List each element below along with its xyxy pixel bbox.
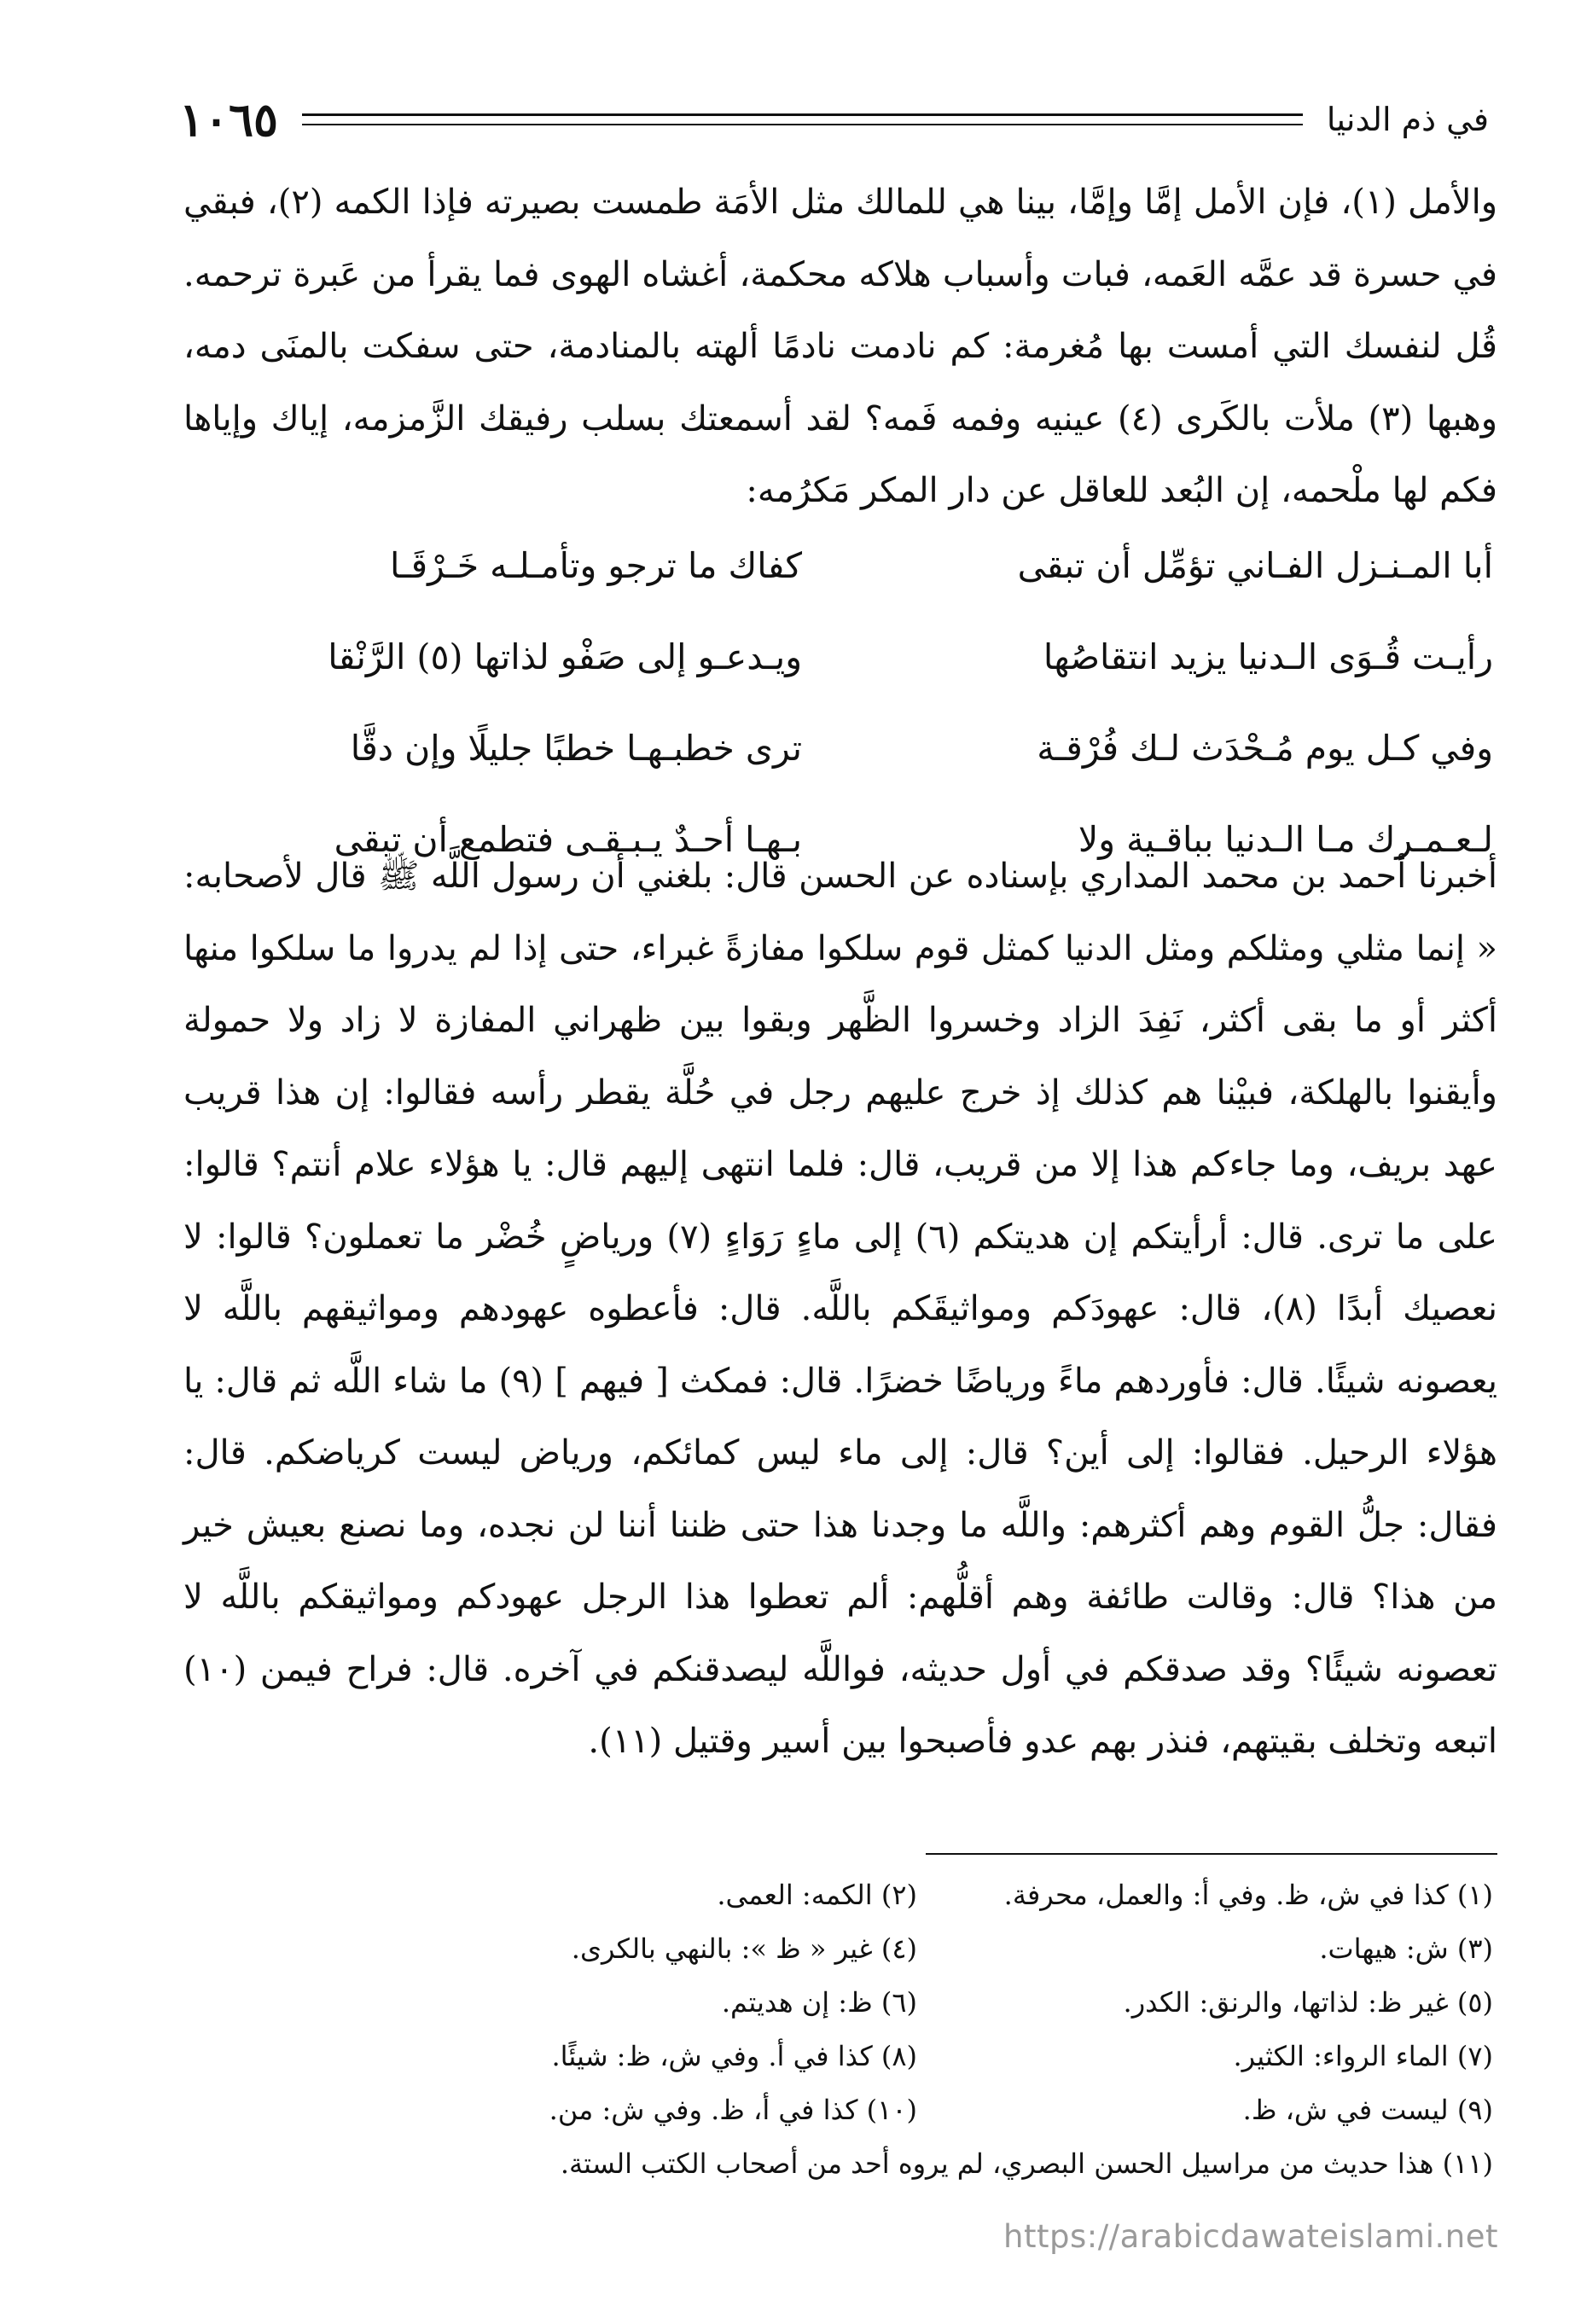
verse-first-hemistich: أبا المـنـزل الفـاني تؤمِّل أن تبقى	[1017, 545, 1493, 586]
footnote: (٧) الماء الرواء: الكثير.	[1233, 2040, 1493, 2072]
verse-first-hemistich: رأيـت قُـوَى الـدنيا يزيد انتقاصُها	[1043, 636, 1493, 677]
verse-second-hemistich: ترى خطبـهـا خطبًا جليلًا وإن دقَّا	[350, 728, 802, 769]
verse-first-hemistich: لـعـمـرك مـا الـدنيا بباقـية ولا	[1078, 819, 1493, 860]
body-text-bottom	[183, 840, 1497, 1778]
verse-second-hemistich: ويـدعـو إلى صَفْو لذاتها (٥) الرَّنْقا	[328, 636, 802, 677]
footnote: (٢) الكمه: العمى.	[717, 1879, 917, 1911]
footnote: (١١) هذا حديث من مراسيل الحسن البصري، لم يروه أحد من أصحاب الكتب الستة.	[560, 2147, 1493, 2180]
poem-verse	[256, 520, 1493, 612]
footnote: (٩) ليست في ش، ظ.	[1242, 2094, 1493, 2126]
verse-second-hemistich: بـهـا أحـدٌ يـبـقـى فتطمع أن تبقى	[334, 819, 802, 860]
footnote-row	[341, 1922, 1493, 1976]
footnote-row	[341, 1976, 1493, 2030]
footnote-row	[341, 2083, 1493, 2137]
page-number: ١٠٦٥	[179, 92, 279, 147]
footnotes	[341, 1868, 1493, 2191]
poem-verse	[256, 703, 1493, 794]
footnote: (٦) ظ: إن هديتم.	[721, 1986, 917, 2019]
footnote: (٤) غير « ظ »: بالنهي بالكرى.	[571, 1932, 917, 1965]
footnote: (٨) كذا في أ. وفي ش، ظ: شيئًا.	[551, 2040, 917, 2072]
footnote: (٥) غير ظ: لذاتها، والرنق: الكدر.	[1123, 1986, 1493, 2019]
poem	[256, 520, 1493, 886]
chapter-title: في ذم الدنيا	[1326, 101, 1489, 138]
verse-first-hemistich: وفي كـل يوم مُـحْدَث لـك فُرْقـة	[1037, 728, 1493, 769]
poem-verse	[256, 612, 1493, 703]
footnote-row	[341, 2030, 1493, 2083]
footnote-row	[341, 1868, 1493, 1922]
footnote: (١) كذا في ش، ظ. وفي أ: والعمل، محرفة.	[1003, 1879, 1493, 1911]
running-header	[179, 81, 1489, 158]
source-watermark: https://arabicdawateislami.net	[1003, 2218, 1498, 2255]
footnote: (٣) ش: هيهات.	[1319, 1932, 1493, 1965]
verse-second-hemistich: كفاك ما ترجو وتأمـلـه خَـرْقَـا	[389, 545, 802, 586]
paragraph: أخبرنا أحمد بن محمد المداري بإسناده عن الحسن قال: بلغني أن رسول اللَّه ﷺ قال لأصحابه: « إنما مثلي ومثلكم ومثل الدنيا كمثل قوم سلكوا مفازةً غبراء، حتى إذا لم يدروا ما سلكوا منها أكثر أو ما بقى أكثر، نَفِدَ الزاد وخسروا الظَّهر وبقوا بين ظهراني المفازة لا زاد ولا حمولة وأيقنوا بالهلكة، فبيْنا هم كذلك إذ خرج عليهم رجل في حُلَّة يقطر رأسه فقالوا: إن هذا قريب عهد بريف، وما جاءكم هذا إلا من قريب، قال: فلما انتهى إليهم قال: يا هؤلاء علام أنتم؟ قالوا: على ما ترى. قال: أرأيتكم إن هديتكم (٦) إلى ماءٍ رَوَاءٍ (٧) ورياضٍ خُضْر ما تعملون؟ قالوا: لا نعصيك أبدًا (٨)، قال: عهودَكم ومواثيقَكم باللَّه. قال: فأعطوه عهودهم ومواثيقهم باللَّه لا يعصونه شيئًا. قال: فأوردهم ماءً ورياضًا خضرًا. قال: فمكث [ فيهم ] (٩) ما شاء اللَّه ثم قال: يا هؤلاء الرحيل. فقالوا: إلى أين؟ قال: إلى ماء ليس كمائكم، ورياض ليست كرياضكم. قال: فقال: جلُّ القوم وهم أكثرهم: واللَّه ما وجدنا هذا حتى ظننا أننا لن نجده، وما نصنع بعيش خير من هذا؟ قال: وقالت طائفة وهم أقلُّهم: ألم تعطوا هذا الرجل عهودكم ومواثيقكم باللَّه لا تعصونه شيئًا؟ وقد صدقكم في أول حديثه، فواللَّه ليصدقنكم في آخره. قال: فراح فيمن (١٠) اتبعه وتخلف بقيتهم، فنذر بهم عدو فأصبحوا بين أسير وقتيل (١١).	[183, 857, 1498, 1761]
footnote-separator	[926, 1853, 1497, 1855]
header-rule	[302, 113, 1303, 125]
body-text-top	[183, 166, 1497, 527]
paragraph: والأمل (١)، فإن الأمل إمَّا وإمَّا، بينا هي للمالك مثل الأمَة طمست بصيرته فإذا الكمه (٢)، فبقي في حسرة قد عمَّه العَمه، فبات وأسباب هلاكه محكمة، أغشاه الهوى فما يقرأ من عَبرة ترحمه. قُل لنفسك التي أمست بها مُغرمة: كم نادمت نادمًا ألهته بالمنادمة، حتى سفكت بالمنَى دمه، وهبها (٣) ملأت بالكَرى (٤) عينيه وفمه فَمه؟ لقد أسمعتك بسلب رفيقك الزَّمزمه، إياك وإياها فكم لها ملْحمه، إن البُعد للعاقل عن دار المكر مَكرُمه:	[183, 183, 1498, 510]
footnote-row	[341, 2137, 1493, 2191]
footnote: (١٠) كذا في أ، ظ. وفي ش: من.	[549, 2094, 917, 2126]
